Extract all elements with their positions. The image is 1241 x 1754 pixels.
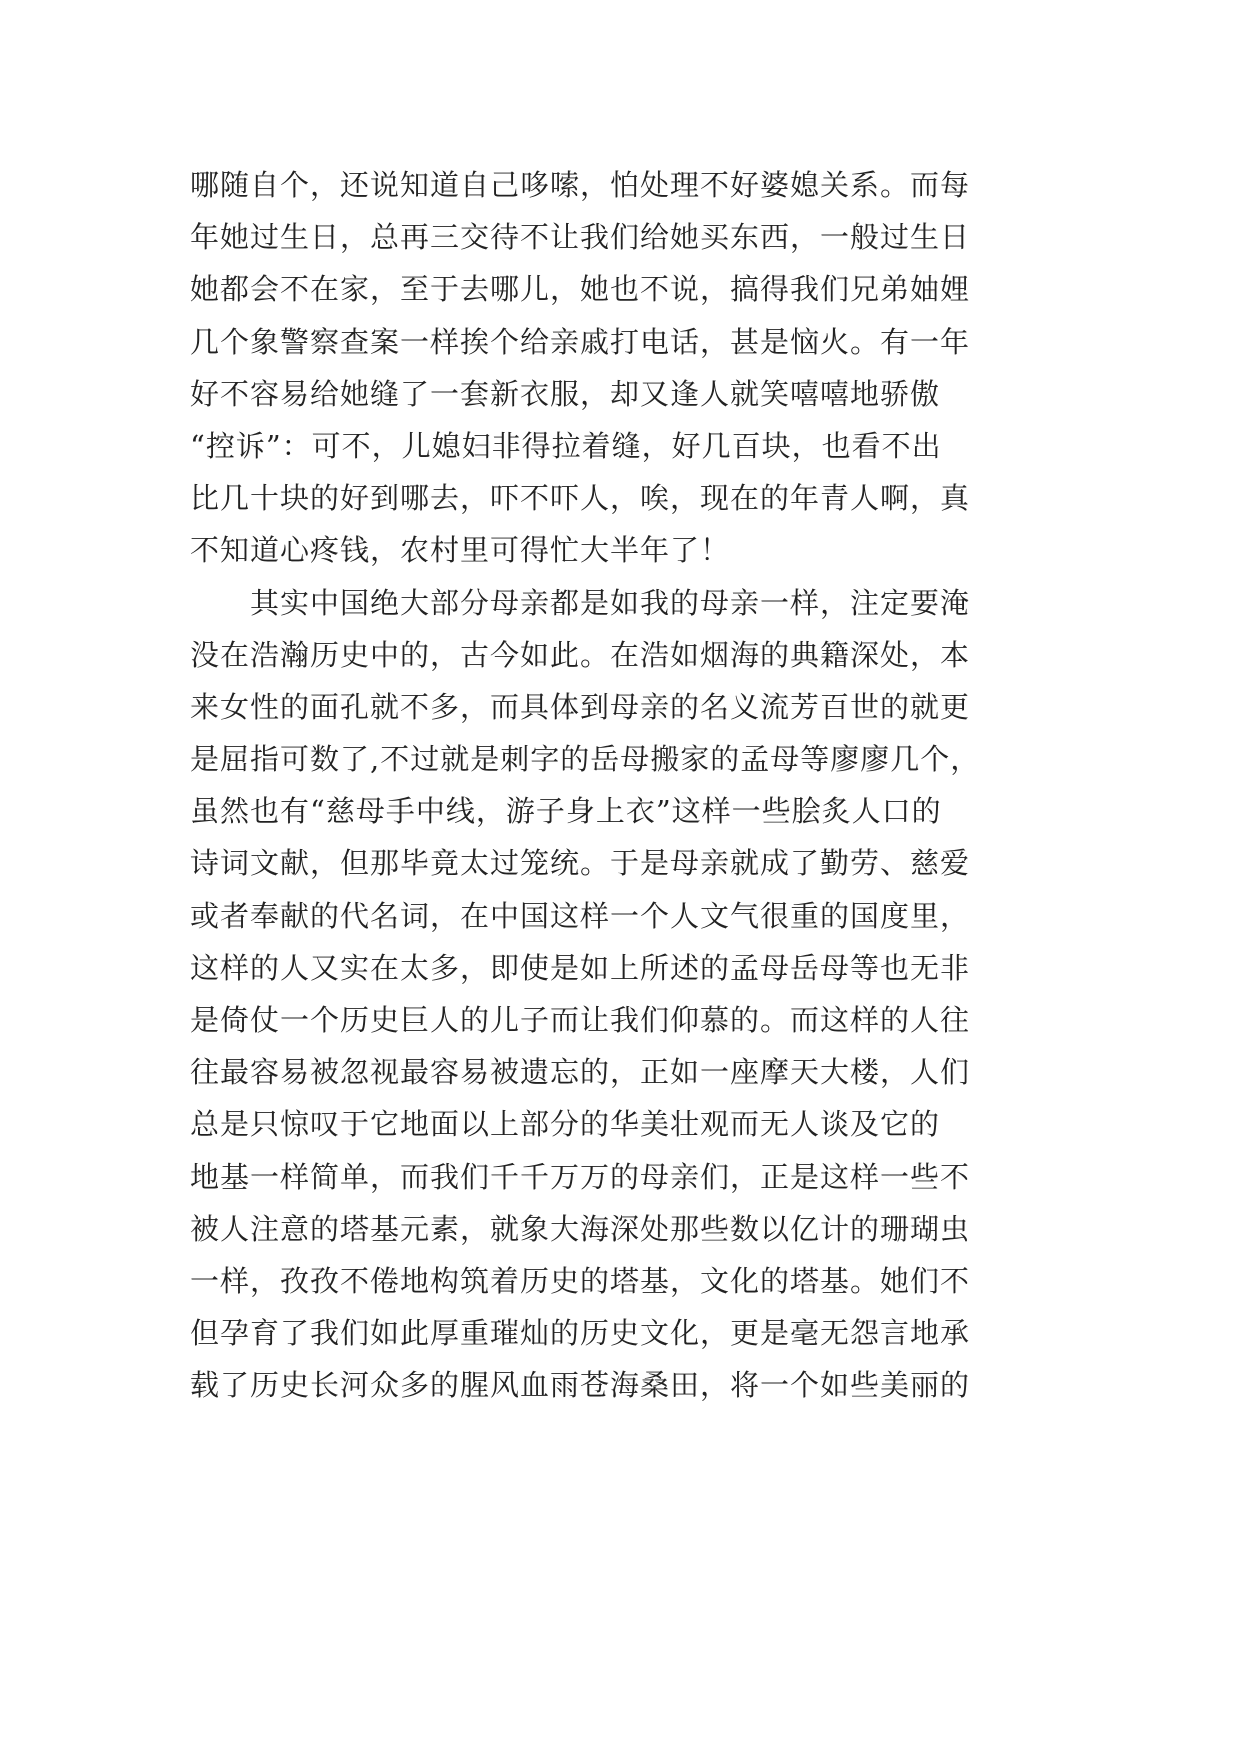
text-line: 不知道心疼钱，农村里可得忙大半年了！ xyxy=(190,533,731,568)
text-line: 哪随自个，还说知道自己哆嗦，怕处理不好婆媳关系。而每 xyxy=(190,168,971,202)
body-text xyxy=(190,159,1050,1412)
text-line: 年她过生日，总再三交待不让我们给她买东西，一般过生日 xyxy=(190,220,971,255)
text-line: 被人注意的塔基元素，就象大海深处那些数以亿计的珊瑚虫 xyxy=(190,1211,971,1246)
text-line: 比几十块的好到哪去，吓不吓人，唉，现在的年青人啊，真 xyxy=(190,481,971,516)
text-line: 这样的人又实在太多，即使是如上所述的孟母岳母等也无非 xyxy=(190,950,971,985)
text-line: “控诉”：可不，儿媳妇非得拉着缝，好几百块，也看不出 xyxy=(190,428,942,463)
text-line: 是屈指可数了,不过就是刺字的岳母搬家的孟母等廖廖几个， xyxy=(190,742,981,777)
text-line: 总是只惊叹于它地面以上部分的华美壮观而无人谈及它的 xyxy=(190,1107,941,1142)
text-line: 载了历史长河众多的腥风血雨苍海桑田，将一个如些美丽的 xyxy=(190,1368,971,1403)
text-line: 或者奉献的代名词，在中国这样一个人文气很重的国度里， xyxy=(190,898,971,933)
text-line: 往最容易被忽视最容易被遗忘的，正如一座摩天大楼，人们 xyxy=(190,1055,971,1090)
text-line: 虽然也有“慈母手中线，游子身上衣”这样一些脍炙人口的 xyxy=(190,794,942,829)
text-line: 其实中国绝大部分母亲都是如我的母亲一样，注定要淹 xyxy=(190,585,971,620)
text-line: 几个象警察查案一样挨个给亲戚打电话，甚是恼火。有一年 xyxy=(190,324,971,359)
text-line: 一样，孜孜不倦地构筑着历史的塔基，文化的塔基。她们不 xyxy=(190,1263,971,1298)
text-line: 诗词文献，但那毕竟太过笼统。于是母亲就成了勤劳、慈爱 xyxy=(190,846,971,881)
text-line: 地基一样简单，而我们千千万万的母亲们，正是这样一些不 xyxy=(190,1159,971,1194)
text-line: 没在浩瀚历史中的，古今如此。在浩如烟海的典籍深处，本 xyxy=(190,637,971,672)
text-line: 来女性的面孔就不多，而具体到母亲的名义流芳百世的就更 xyxy=(190,689,971,724)
text-line: 她都会不在家，至于去哪儿，她也不说，搞得我们兄弟妯娌 xyxy=(190,272,971,307)
text-line: 是倚仗一个历史巨人的儿子而让我们仰慕的。而这样的人往 xyxy=(190,1003,971,1037)
text-line: 好不容易给她缝了一套新衣服，却又逢人就笑嘻嘻地骄傲 xyxy=(190,376,941,411)
text-line: 但孕育了我们如此厚重璀灿的历史文化，更是毫无怨言地承 xyxy=(190,1316,971,1351)
